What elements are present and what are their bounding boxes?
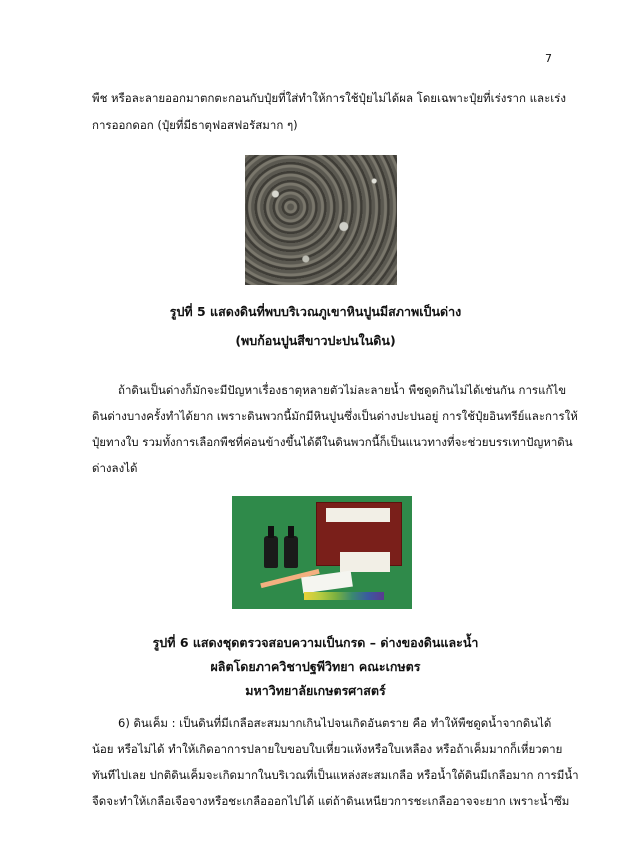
figure-5-caption: รูปที่ 5 แสดงดินที่พบบริเวณภูเขาหินปูนมีสภาพเป็นด่าง	[169, 304, 462, 319]
figure-6-caption-line2: ผลิตโดยภาควิชาปฐพีวิทยา คณะเกษตร	[210, 659, 421, 674]
paragraph-line: 6) ดินเค็ม : เป็นดินที่มีเกลือสะสมมากเกินไปจนเกิดอันตราย คือ ทำให้พืชดูดน้ำจากดินได้	[118, 716, 552, 730]
bottle-right-cap	[288, 526, 294, 538]
paragraph-line: ด่างลงได้	[92, 461, 138, 475]
figure-6-caption: รูปที่ 6 แสดงชุดตรวจสอบความเป็นกรด – ด่างของดินและน้ำ	[152, 635, 479, 650]
page-number: 7	[545, 52, 552, 65]
kit-box-label	[326, 508, 390, 522]
paragraph-line: น้อย หรือไม่ได้ ทำให้เกิดอาการปลายใบขอบใบเหี่ยวแห้งหรือใบเหลือง หรือถ้าเค็มมากก็เหี่ยวตาย	[92, 742, 563, 756]
soil-photo	[245, 155, 397, 285]
color-chart	[304, 592, 384, 600]
bottle-left	[264, 536, 278, 568]
paragraph-line: ปุ๋ยทางใบ รวมทั้งการเลือกพืชที่ค่อนข้างขึ้นได้ดีในดินพวกนี้ก็เป็นแนวทางที่จะช่วยบรรเทาปัญหาดิน	[92, 435, 573, 449]
bottle-right	[284, 536, 298, 568]
ph-test-kit-photo	[232, 496, 412, 609]
figure-5-subcaption: (พบก้อนปูนสีขาวปะปนในดิน)	[235, 333, 396, 348]
instruction-card	[340, 552, 390, 572]
paragraph-line: จืดจะทำให้เกลือเจือจางหรือชะเกลือออกไปได้ แต่ถ้าดินเหนียวการชะเกลืออาจจะยาก เพราะน้ำซึม	[92, 794, 570, 808]
paragraph-line: ดินด่างบางครั้งทำได้ยาก เพราะดินพวกนี้มักมีหินปูนซึ่งเป็นด่างปะปนอยู่ การใช้ปุ๋ยอินทรีย์และการให้	[92, 409, 578, 423]
paragraph-line: ถ้าดินเป็นด่างก็มักจะมีปัญหาเรื่องธาตุหลายตัวไม่ละลายน้ำ พืชดูดกินไม่ได้เช่นกัน การแก้ไข	[118, 383, 567, 397]
paragraph-line: พืช หรือละลายออกมาตกตะกอนกับปุ๋ยที่ใส่ทำให้การใช้ปุ๋ยไม่ได้ผล โดยเฉพาะปุ๋ยที่เร่งราก และเร่ง	[92, 91, 566, 105]
figure-6-caption-line3: มหาวิทยาลัยเกษตรศาสตร์	[245, 683, 386, 698]
paragraph-line: การออกดอก (ปุ๋ยที่มีธาตุฟอสฟอรัสมาก ๆ)	[92, 118, 298, 132]
bottle-left-cap	[268, 526, 274, 538]
paragraph-line: ทันทีไปเลย ปกติดินเค็มจะเกิดมากในบริเวณที่เป็นแหล่งสะสมเกลือ หรือน้ำใต้ดินมีเกลือมาก การมีน้ำ	[92, 768, 579, 782]
